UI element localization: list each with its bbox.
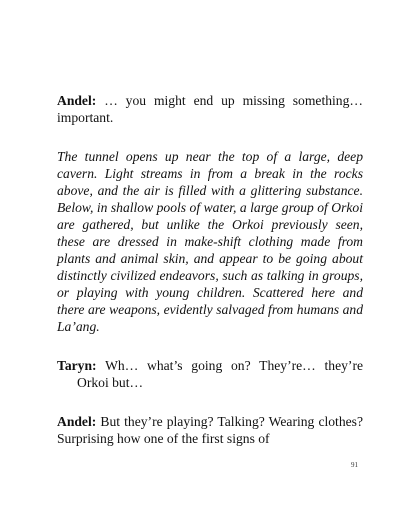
dialogue-text: But they’re playing? Talking? Wearing clothes? Surprising how one of the first signs of bbox=[57, 414, 363, 446]
dialogue-text: Wh… what’s going on? They’re… they’re Orkoi but… bbox=[77, 358, 363, 390]
page-body bbox=[57, 92, 363, 469]
dialogue-taryn bbox=[57, 357, 363, 391]
speaker-name: Taryn: bbox=[57, 358, 97, 373]
dialogue-andel-2 bbox=[57, 413, 363, 447]
speaker-name: Andel: bbox=[57, 414, 97, 429]
narrative-paragraph: The tunnel opens up near the top of a large, deep cavern. Light streams in from a break in the rocks above, and the air is filled with a glittering substance. Below, in shallow pools of water, a large group of Orkoi are gathered, but unlike the Orkoi previously seen, these are dressed in make-shift clothing made from plants and animal skin, and appear to be going about distinctly civilized endeavors, such as talking in groups, or playing with young children. Scattered here and there are weapons, evidently salvaged from humans and La’ang. bbox=[57, 149, 363, 334]
dialogue-text: … you might end up missing something… important. bbox=[57, 93, 363, 125]
speaker-name: Andel: bbox=[57, 93, 97, 108]
dialogue-andel-1 bbox=[57, 92, 363, 126]
page-number: 91 bbox=[351, 461, 358, 469]
